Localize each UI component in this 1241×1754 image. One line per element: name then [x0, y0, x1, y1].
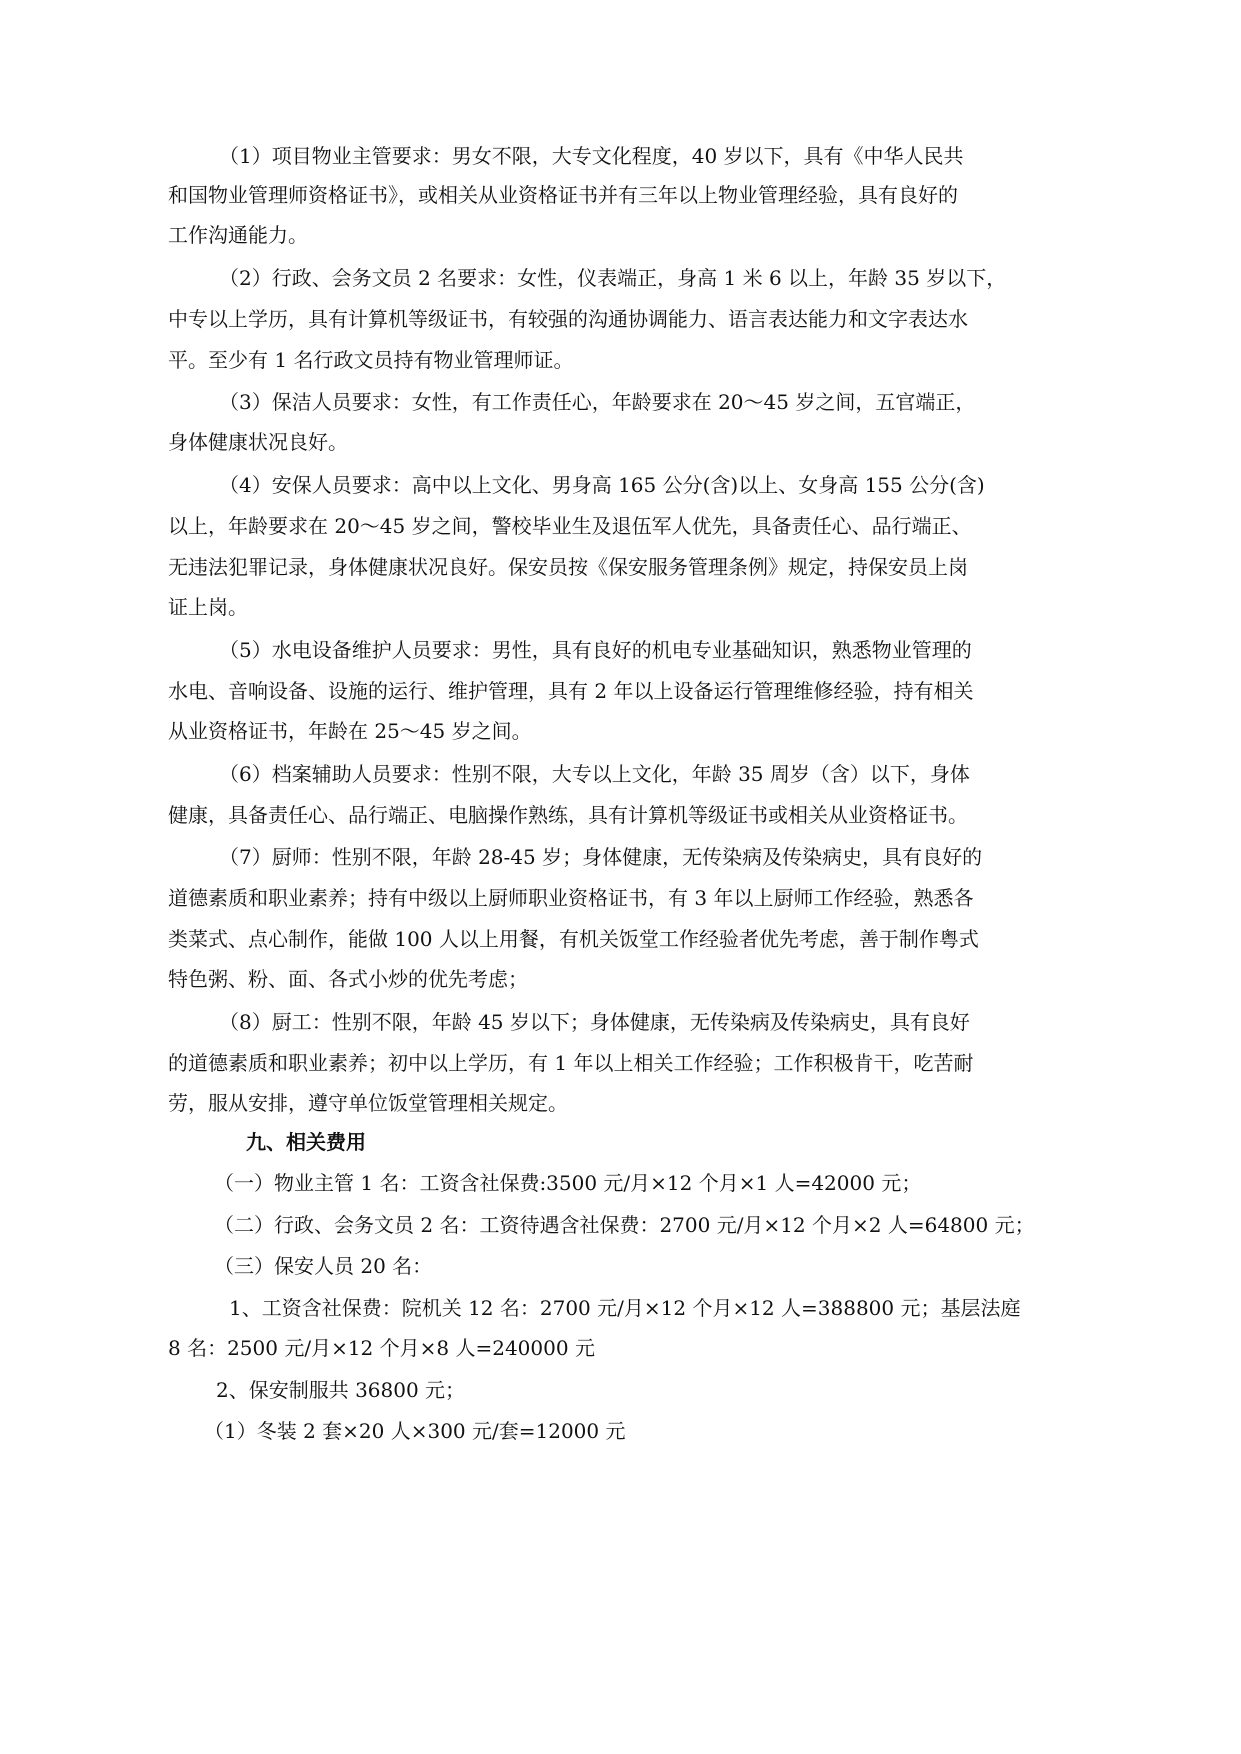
paragraph-line: 无违法犯罪记录，身体健康状况良好。保安员按《保安服务管理条例》规定，持保安员上岗 [168, 555, 968, 579]
paragraph-line: 水电、音响设备、设施的运行、维护管理，具有 2 年以上设备运行管理维修经验，持有相关 [168, 679, 974, 703]
fee-line: （一）物业主管 1 名：工资含社保费:3500 元/月×12 个月×1 人=42000 元； [214, 1171, 922, 1195]
paragraph-line: 从业资格证书，年龄在 25～45 岁之间。 [168, 719, 532, 743]
fee-line: 1、工资含社保费：院机关 12 名：2700 元/月×12 个月×12 人=388800 元；基层法庭 [229, 1296, 1021, 1320]
paragraph-line: （4）安保人员要求：高中以上文化、男身高 165 公分(含)以上、女身高 155 公分(含) [219, 473, 985, 497]
paragraph-line: 身体健康状况良好。 [168, 430, 348, 454]
paragraph-line: 以上，年龄要求在 20～45 岁之间，警校毕业生及退伍军人优先，具备责任心、品行端正、 [168, 514, 972, 538]
paragraph-line: 类菜式、点心制作，能做 100 人以上用餐，有机关饭堂工作经验者优先考虑，善于制作粤式 [168, 927, 979, 951]
paragraph-line: 的道德素质和职业素养；初中以上学历，有 1 年以上相关工作经验；工作积极肯干，吃苦耐 [168, 1051, 974, 1075]
paragraph-line: （5）水电设备维护人员要求：男性，具有良好的机电专业基础知识，熟悉物业管理的 [219, 638, 972, 662]
fee-line: （三）保安人员 20 名： [214, 1254, 433, 1278]
paragraph-line: 特色粥、粉、面、各式小炒的优先考虑； [168, 967, 528, 991]
section-heading: 九、相关费用 [246, 1130, 366, 1154]
paragraph-line: （3）保洁人员要求：女性，有工作责任心，年龄要求在 20～45 岁之间，五官端正， [219, 390, 976, 414]
paragraph-line: （2）行政、会务文员 2 名要求：女性，仪表端正，身高 1 米 6 以上，年龄 35 岁以下， [219, 266, 1007, 290]
paragraph-line: 平。至少有 1 名行政文员持有物业管理师证。 [168, 348, 574, 372]
paragraph-line: （6）档案辅助人员要求：性别不限，大专以上文化，年龄 35 周岁（含）以下，身体 [219, 762, 970, 786]
paragraph-line: （8）厨工：性别不限，年龄 45 岁以下；身体健康，无传染病及传染病史，具有良好 [219, 1010, 970, 1034]
fee-line: 2、保安制服共 36800 元； [216, 1378, 466, 1402]
paragraph-line: （7）厨师：性别不限，年龄 28-45 岁；身体健康，无传染病及传染病史，具有良好的 [219, 845, 983, 869]
paragraph-line: 劳，服从安排，遵守单位饭堂管理相关规定。 [168, 1091, 568, 1115]
fee-line: （1）冬装 2 套×20 人×300 元/套=12000 元 [204, 1419, 626, 1443]
paragraph-line: 健康，具备责任心、品行端正、电脑操作熟练，具有计算机等级证书或相关从业资格证书。 [168, 803, 968, 827]
paragraph-line: 证上岗。 [168, 595, 248, 619]
paragraph-line: 中专以上学历，具有计算机等级证书，有较强的沟通协调能力、语言表达能力和文字表达水 [168, 307, 968, 331]
fee-line: 8 名：2500 元/月×12 个月×8 人=240000 元 [168, 1336, 595, 1360]
paragraph-line: 工作沟通能力。 [168, 223, 308, 247]
paragraph-line: 和国物业管理师资格证书》，或相关从业资格证书并有三年以上物业管理经验，具有良好的 [168, 183, 958, 207]
paragraph-line: 道德素质和职业素养；持有中级以上厨师职业资格证书，有 3 年以上厨师工作经验，熟悉各 [168, 886, 974, 910]
paragraph-line: （1）项目物业主管要求：男女不限，大专文化程度，40 岁以下，具有《中华人民共 [219, 144, 964, 168]
fee-line: （二）行政、会务文员 2 名：工资待遇含社保费：2700 元/月×12 个月×2 人=64800 元； [214, 1213, 1035, 1237]
